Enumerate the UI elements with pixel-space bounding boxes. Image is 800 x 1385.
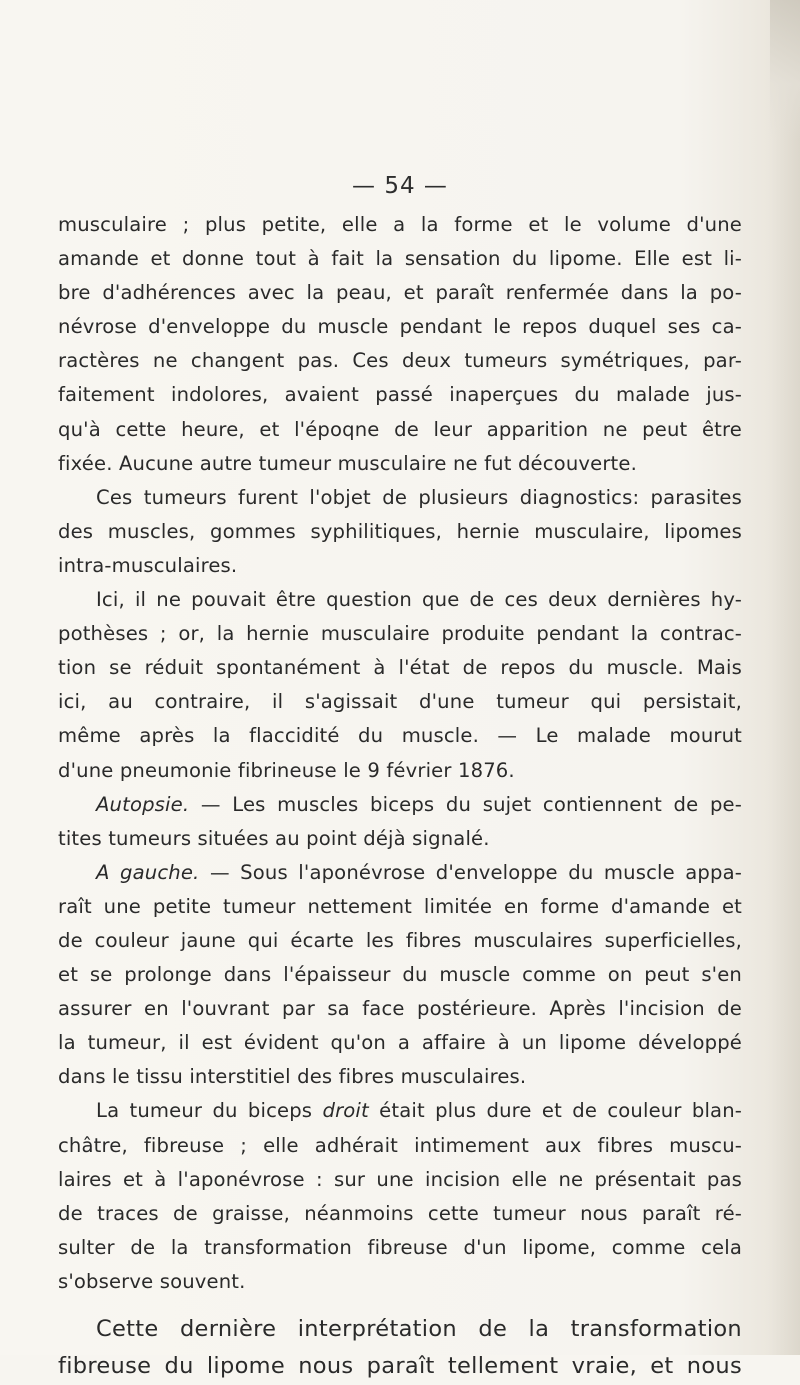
text-line: raît une petite tumeur nettement limitée en forme d'amande et [58, 894, 742, 918]
text-line: Ces tumeurs furent l'objet de plusieurs diagnostics: parasites [96, 485, 742, 509]
text-line: des muscles, gommes syphilitiques, hernie musculaire, lipomes [58, 519, 742, 543]
text-line: Ici, il ne pouvait être question que de ces deux dernières hy- [96, 588, 742, 612]
text-line: assurer en l'ouvrant par sa face postérieure. Après l'incision de [58, 997, 742, 1021]
text-line-rest: était plus dure et de couleur blan- [379, 1099, 742, 1123]
text-line: laires et à l'aponévrose : sur une incision elle ne présentait pas [58, 1167, 742, 1191]
text-line-start: La tumeur du biceps [96, 1099, 313, 1123]
page-corner-shadow [770, 0, 800, 140]
italic-word-droit: droit [322, 1099, 369, 1123]
text-line: sulter de la transformation fibreuse d'un lipome, comme cela [58, 1235, 742, 1259]
text-line: fibreuse du lipome nous paraît tellement vraie, et nous [58, 1353, 742, 1379]
text-line: s'observe souvent. [58, 1269, 246, 1293]
text-line: ractères ne changent pas. Ces deux tumeurs symétriques, par- [58, 349, 742, 373]
text-line-rest: — Sous l'aponévrose d'enveloppe du muscle appa- [209, 860, 742, 884]
text-line: intra-musculaires. [58, 553, 238, 577]
text-line: châtre, fibreuse ; elle adhérait intimement aux fibres muscu- [58, 1133, 742, 1157]
text-line: tion se réduit spontanément à l'état de repos du muscle. Mais [58, 656, 742, 680]
text-line: et se prolonge dans l'épaisseur du muscle comme on peut s'en [58, 963, 742, 987]
text-line: qu'à cette heure, et l'époqne de leur apparition ne peut être [58, 417, 742, 441]
text-line: Cette dernière interprétation de la transformation [96, 1316, 742, 1342]
text-line: dans le tissu interstitiel des fibres musculaires. [58, 1065, 527, 1089]
text-line: fixée. Aucune autre tumeur musculaire ne fut découverte. [58, 451, 637, 475]
text-line [58, 1094, 742, 1128]
text-line: de couleur jaune qui écarte les fibres musculaires superficielles, [58, 928, 742, 952]
body-text [58, 208, 742, 1385]
text-line: de traces de graisse, néanmoins cette tumeur nous paraît ré- [58, 1201, 742, 1225]
text-line: tites tumeurs situées au point déjà signalé. [58, 826, 490, 850]
text-line: ici, au contraire, il s'agissait d'une tumeur qui persistait, [58, 690, 742, 714]
text-line: névrose d'enveloppe du muscle pendant le repos duquel ses ca- [58, 315, 742, 339]
text-line: d'une pneumonie fibrineuse le 9 février 1876. [58, 758, 515, 782]
text-line: même après la flaccidité du muscle. — Le malade mourut [58, 724, 742, 748]
text-line: bre d'adhérences avec la peau, et paraît renfermée dans la po- [58, 281, 742, 305]
page-number: — 54 — [352, 173, 448, 199]
text-line: pothèses ; or, la hernie musculaire produite pendant la contrac- [58, 622, 742, 646]
text-line-rest: — Les muscles biceps du sujet contiennent de pe- [200, 792, 742, 816]
text-line: amande et donne tout à fait la sensation du lipome. Elle est li- [58, 247, 742, 271]
text-line: musculaire ; plus petite, elle a la forme et le volume d'une [58, 213, 742, 236]
text-line: faitement indolores, avaient passé inaperçues du malade jus- [58, 383, 742, 407]
text-line [58, 788, 742, 822]
text-line [58, 856, 742, 890]
section-label-gauche: A gauche. [96, 860, 200, 884]
text-line: la tumeur, il est évident qu'on a affaire à un lipome développé [58, 1031, 742, 1055]
section-label-autopsie: Autopsie. [96, 792, 190, 816]
